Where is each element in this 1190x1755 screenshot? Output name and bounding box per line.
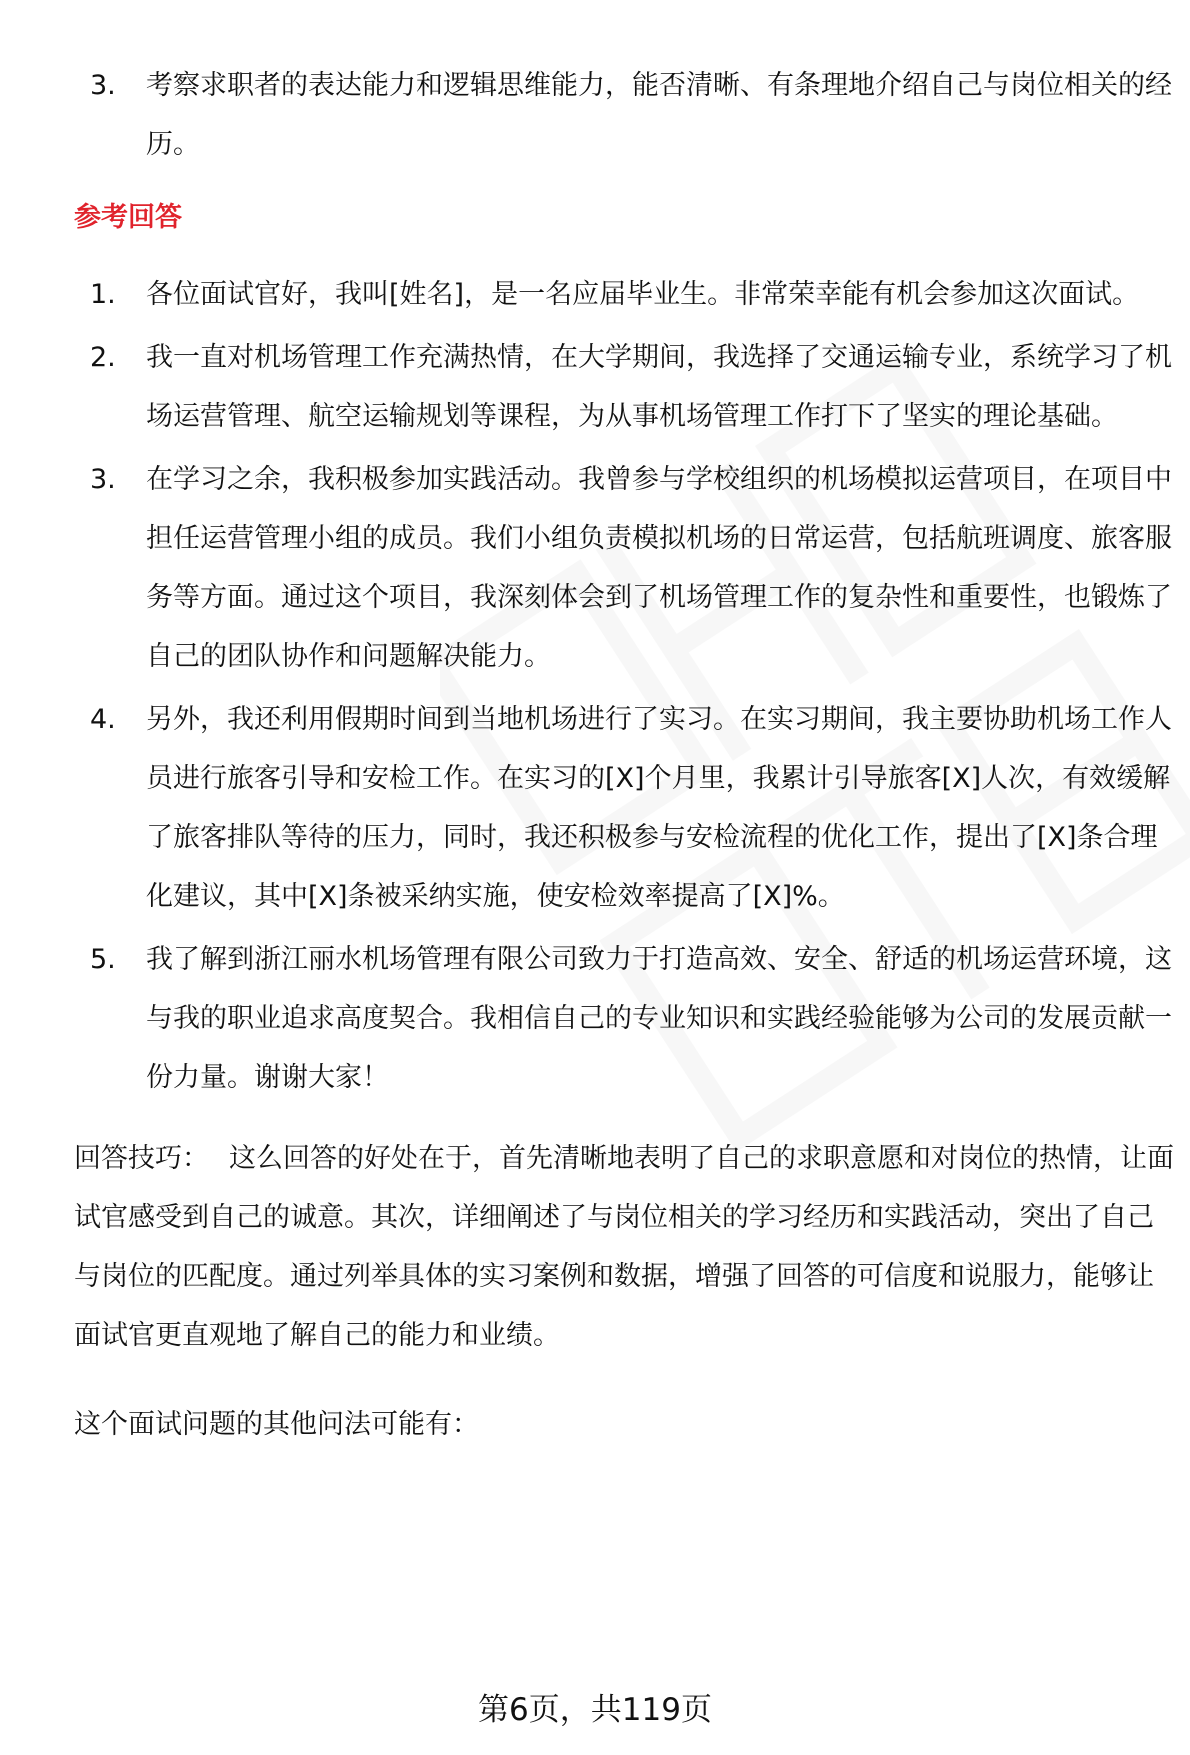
answer-list: [74, 265, 1174, 1107]
list-item-text: 另外，我还利用假期时间到当地机场进行了实习。在实习期间，我主要协助机场工作人员进行旅客引导和安检工作。在实习的[X]个月里，我累计引导旅客[X]人次，有效缓解了旅客排队等待的压力，同时，我还积极参与安检流程的优化工作，提出了[X]条合理化建议，其中[X]条被采纳实施，使安检效率提高了[X]%。: [146, 704, 1172, 912]
answer-item-5: [90, 930, 1174, 1107]
list-item-text: 各位面试官好，我叫[姓名]，是一名应届毕业生。非常荣幸能有机会参加这次面试。: [146, 279, 1140, 310]
list-number: 4.: [90, 704, 116, 735]
list-item-text: 考察求职者的表达能力和逻辑思维能力，能否清晰、有条理地介绍自己与岗位相关的经历。: [146, 70, 1172, 160]
answer-item-1: [90, 265, 1174, 324]
other-questions-intro: 这个面试问题的其他问法可能有：: [74, 1409, 479, 1440]
list-number: 2.: [90, 342, 116, 373]
list-number: 3.: [90, 464, 116, 495]
list-item-text: 我了解到浙江丽水机场管理有限公司致力于打造高效、安全、舒适的机场运营环境，这与我的职业追求高度契合。我相信自己的专业知识和实践经验能够为公司的发展贡献一份力量。谢谢大家！: [146, 944, 1172, 1093]
list-number: 5.: [90, 944, 116, 975]
document-body: [74, 56, 1174, 1454]
section-heading: 参考回答: [74, 202, 182, 233]
intro-list-item: [90, 56, 1174, 174]
list-item-text: 在学习之余，我积极参加实践活动。我曾参与学校组织的机场模拟运营项目，在项目中担任运营管理小组的成员。我们小组负责模拟机场的日常运营，包括航班调度、旅客服务等方面。通过这个项目，我深刻体会到了机场管理工作的复杂性和重要性，也锻炼了自己的团队协作和问题解决能力。: [146, 464, 1172, 672]
answer-item-2: [90, 328, 1174, 446]
answer-item-4: [90, 690, 1174, 926]
tips-label: 回答技巧：: [74, 1143, 209, 1174]
list-number: 1.: [90, 279, 116, 310]
tips-text: 这么回答的好处在于，首先清晰地表明了自己的求职意愿和对岗位的热情，让面试官感受到自己的诚意。其次，详细阐述了与岗位相关的学习经历和实践活动，突出了自己与岗位的匹配度。通过列举具体的实习案例和数据，增强了回答的可信度和说服力，能够让面试官更直观地了解自己的能力和业绩。: [74, 1143, 1174, 1351]
answer-item-3: [90, 450, 1174, 686]
list-item-text: 我一直对机场管理工作充满热情，在大学期间，我选择了交通运输专业，系统学习了机场运营管理、航空运输规划等课程，为从事机场管理工作打下了坚实的理论基础。: [146, 342, 1172, 432]
page-footer: 第6页，共119页: [478, 1692, 712, 1728]
answer-tips: [74, 1129, 1174, 1365]
list-number: 3.: [90, 70, 116, 101]
